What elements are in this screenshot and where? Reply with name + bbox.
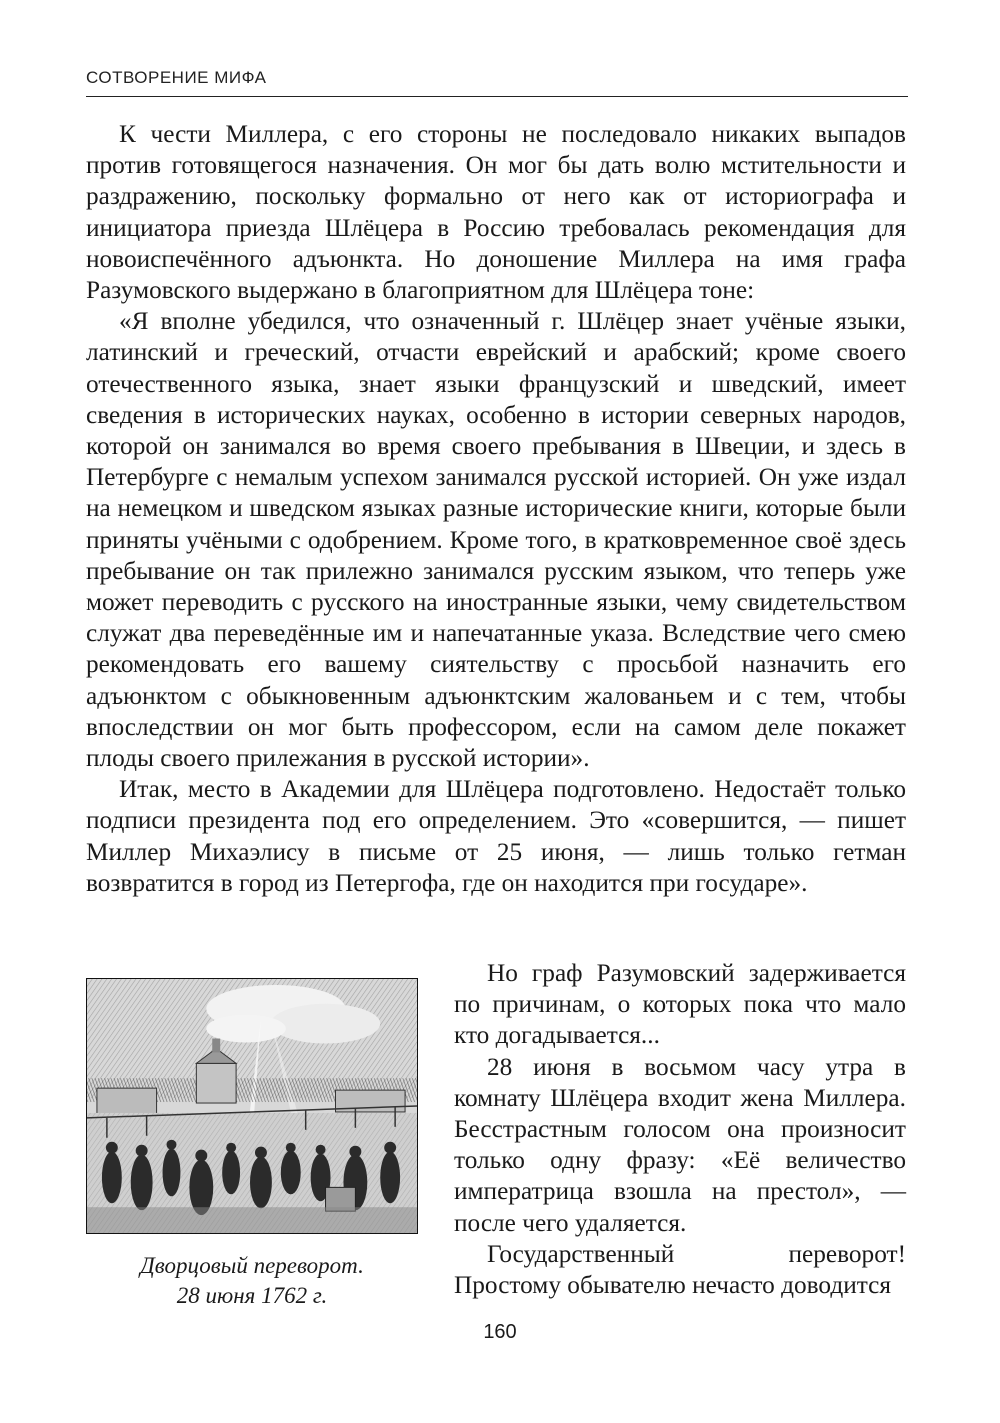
paragraph: 28 июня в восьмом часу утра в комнату Шлёцера входит жена Миллера. Бесстрастным голосом она произносит только одну фразу: «Её величество императрица взошла на престол», — после чего удаляется. (454, 1052, 906, 1237)
header-rule (86, 96, 908, 97)
main-text-block (86, 119, 906, 899)
figure-caption (86, 1251, 418, 1311)
caption-date: 28 июня 1762 г. (176, 1283, 328, 1308)
caption-title: Дворцовый переворот. (140, 1253, 364, 1278)
paragraph: Итак, место в Академии для Шлёцера подготовлено. Недостаёт только подписи президента под его определением. Это «совершится, — пишет Миллер Михаэлису в письме от 25 июня, — лишь только гетман возвратится в город из Петергофа, где он находится при государе». (86, 775, 906, 897)
page-number: 160 (483, 1321, 517, 1343)
paragraph: К чести Миллера, с его стороны не последовало никаких выпадов против готовящегося назначения. Он мог бы дать волю мстительности и раздражению, поскольку формально от него как от историографа и инициатора приезда Шлёцера в Россию требовалась рекомендация для новоиспечённого адъюнкта. Но доношение Миллера на имя графа Разумовского выдержано в благоприятном для Шлёцера тоне: (86, 120, 906, 305)
side-text-block (454, 958, 906, 1301)
running-title: СОТВОРЕНИЕ МИФА (86, 68, 267, 87)
paragraph: Государственный переворот! Простому обывателю нечасто доводится (454, 1239, 906, 1300)
engraving-illustration (86, 978, 418, 1234)
paragraph: Но граф Разумовский задерживается по причинам, о которых пока что мало кто догадывается... (454, 959, 906, 1050)
quote-paragraph: «Я вполне убедился, что означенный г. Шлёцер знает учёные языки, латинский и греческий, отчасти еврейский и арабский; кроме своего отечественного языка, знает языки французский и шведский, имеет сведения в исторических науках, особенно в истории северных народов, которой он занимался во время своего пребывания в Швеции, и здесь в Петербурге с немалым успехом занимался русской историей. Он уже издал на немецком и шведском языках разные исторические книги, которые были приняты учёными с одобрением. Кроме того, в кратковременное своё здесь пребывание он так прилежно занимался русским языком, что теперь уже может переводить с русского на иностранные языки, чему свидетельством служат два переведённые им и напечатанные указа. Вследствие чего смею рекомендовать его вашему сиятельству с просьбой назначить его адъюнктом с обыкновенным адъюнктским жалованьем и с тем, чтобы впоследствии он мог быть профессором, если на самом деле покажет плоды своего прилежания в русской истории». (86, 307, 906, 773)
